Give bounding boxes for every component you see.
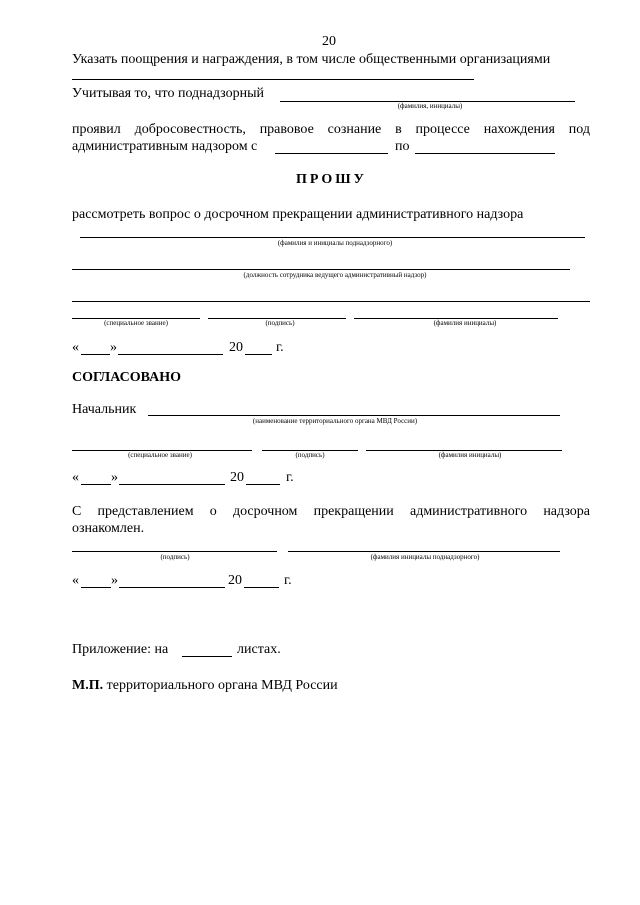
awards-text: Указать поощрения и награждения, в том числе общественными организациями: [72, 52, 551, 67]
showed-line-2: административным надзором с: [72, 139, 258, 154]
acquainted-date-year-field[interactable]: [244, 587, 279, 588]
date-g: г.: [276, 340, 284, 355]
caption-acquainted-name: (фамилия инициалы поднадзорного): [370, 553, 480, 561]
caption-agreed-signature: (подпись): [295, 451, 325, 459]
acquainted-name-field[interactable]: [288, 551, 560, 552]
caption-name: (фамилия инициалы): [433, 319, 497, 327]
date-close-quote: »: [110, 340, 117, 355]
agreed-date-day-field[interactable]: [81, 484, 111, 485]
stamp-text: территориального органа МВД России: [106, 678, 338, 693]
page-number: 20: [322, 34, 336, 49]
date-year-prefix: 20: [229, 340, 243, 355]
agreed-date-open-quote: «: [72, 470, 79, 485]
caption-officer-position: (должность сотрудника ведущего административный надзор): [243, 271, 427, 279]
agreed-date-year-field[interactable]: [246, 484, 280, 485]
appendix-prefix: Приложение: на: [72, 642, 169, 657]
date-year-field[interactable]: [245, 354, 272, 355]
acquainted-line-2: ознакомлен.: [72, 521, 145, 536]
acquainted-signature-field[interactable]: [72, 551, 277, 552]
acquainted-date-day-field[interactable]: [81, 587, 111, 588]
agreed-heading: СОГЛАСОВАНО: [72, 370, 181, 385]
agreed-date-g: г.: [286, 470, 294, 485]
agreed-date-month-field[interactable]: [119, 484, 225, 485]
stamp-line: [72, 678, 338, 694]
territorial-body-field[interactable]: [148, 415, 560, 416]
supervised-fullname-field[interactable]: [80, 237, 585, 238]
caption-territorial-body: (наименование территориального органа МВД России): [252, 417, 418, 425]
caption-signature: (подпись): [265, 319, 295, 327]
caption-surname-initials: (фамилия, инициалы): [397, 102, 463, 110]
caption-supervised-name: (фамилия и инициалы поднадзорного): [277, 239, 393, 247]
date-day-field[interactable]: [81, 354, 110, 355]
agreed-date-close-quote: »: [111, 470, 118, 485]
date-from-field[interactable]: [275, 153, 388, 154]
chief-text: Начальник: [72, 402, 137, 417]
stamp-mp: М.П.: [72, 678, 104, 693]
acquainted-date-g: г.: [284, 573, 292, 588]
caption-rank: (специальное звание): [104, 319, 168, 327]
request-text: рассмотреть вопрос о досрочном прекращении административного надзора: [72, 207, 524, 222]
officer-position-field[interactable]: [72, 269, 570, 270]
acquainted-date-open-quote: «: [72, 573, 79, 588]
date-to-field[interactable]: [415, 153, 555, 154]
agreed-date-year-prefix: 20: [230, 470, 244, 485]
caption-agreed-rank: (специальное звание): [128, 451, 192, 459]
officer-position-extra-field[interactable]: [72, 301, 590, 302]
appendix-suffix: листах.: [237, 642, 281, 657]
awards-field-line[interactable]: [72, 79, 474, 80]
po-text: по: [395, 139, 410, 154]
acquainted-date-close-quote: »: [111, 573, 118, 588]
date-open-quote: «: [72, 340, 79, 355]
showed-line-1: проявил добросовестность, правовое сознание в процессе нахождения под: [72, 122, 590, 137]
request-heading: ПРОШУ: [296, 172, 367, 187]
caption-agreed-name: (фамилия инициалы): [438, 451, 502, 459]
acquainted-date-month-field[interactable]: [119, 587, 225, 588]
considering-text: Учитывая то, что поднадзорный: [72, 86, 265, 101]
acquainted-date-year-prefix: 20: [228, 573, 242, 588]
acquainted-line-1: С представлением о досрочном прекращении административного надзора: [72, 504, 590, 519]
caption-acquainted-signature: (подпись): [160, 553, 190, 561]
appendix-sheets-field[interactable]: [182, 656, 232, 657]
date-month-field[interactable]: [118, 354, 223, 355]
